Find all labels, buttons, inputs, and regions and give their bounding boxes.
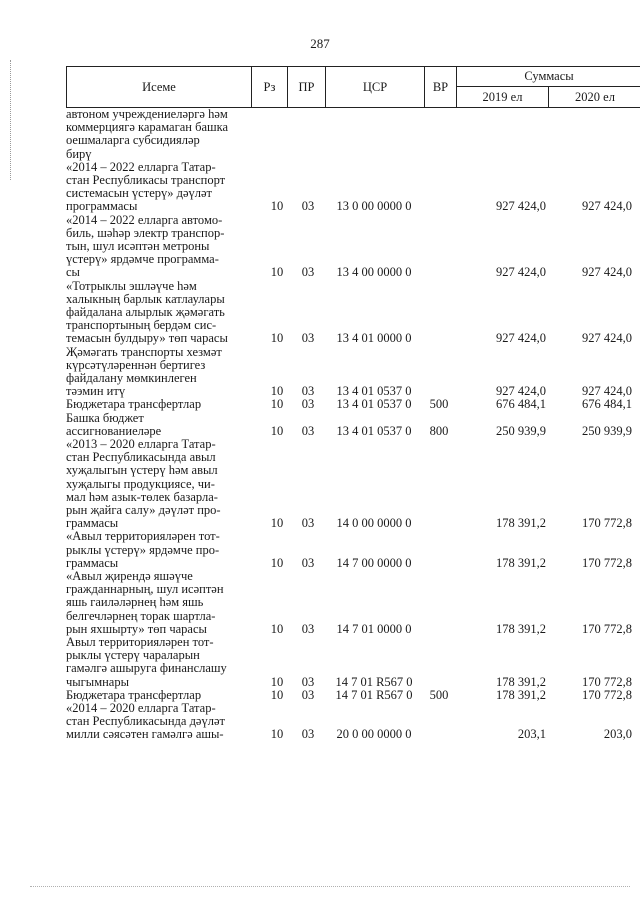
row-csr: 20 0 00 0000 0 — [336, 727, 412, 742]
row-csr: 14 7 01 R567 0 — [335, 687, 413, 702]
row-csr: 13 4 01 0000 0 — [336, 331, 412, 346]
row-y2019: 927 424,0 — [496, 265, 546, 280]
row-pr: 03 — [301, 423, 315, 438]
row-rz: 10 — [270, 199, 284, 214]
row-pr: 03 — [301, 397, 315, 412]
row-rz: 10 — [270, 727, 284, 742]
row-name: Башка бюджет ассигнованиеләре — [66, 410, 162, 438]
row-csr: 14 0 00 0000 0 — [336, 516, 412, 531]
row-csr: 14 7 00 0000 0 — [336, 555, 412, 570]
table-row — [66, 161, 640, 214]
row-pr: 03 — [301, 265, 315, 280]
row-csr: 13 4 01 0537 0 — [336, 384, 412, 399]
row-vr: 500 — [429, 397, 449, 412]
row-y2019: 203,1 — [517, 727, 546, 742]
row-rz: 10 — [270, 674, 284, 689]
row-name: Авыл территорияләрен тот- рыклы үстерү чараларын гамәлгә ашыруга финанслашу чыгымнары — [66, 634, 227, 689]
row-y2020: 676 484,1 — [582, 397, 632, 412]
table-row — [66, 398, 640, 411]
row-name: автоном учреждениеләргә һәм коммерциягә карамаган башка оешмаларга субсидияләр бирү — [66, 107, 229, 161]
header-name: Исеме — [67, 67, 252, 107]
row-rz: 10 — [270, 423, 284, 438]
row-y2019: 250 939,9 — [496, 423, 546, 438]
row-name: Бюджетара трансфертлар — [66, 687, 202, 702]
row-y2019: 927 424,0 — [496, 199, 546, 214]
table-row — [66, 570, 640, 636]
table-body — [66, 108, 640, 742]
row-pr: 03 — [301, 199, 315, 214]
row-y2020: 170 772,8 — [582, 516, 632, 531]
row-y2019: 927 424,0 — [496, 384, 546, 399]
row-csr: 13 4 01 0537 0 — [336, 397, 412, 412]
row-name: «Авыл җирендә яшәүче гражданнарның, шул исәптән яшь гаиләләрнең һәм яшь белгечләрнең торак шартла- рын яхшырту» төп чарасы — [66, 568, 224, 636]
row-y2020: 170 772,8 — [582, 621, 632, 636]
row-y2020: 927 424,0 — [582, 384, 632, 399]
row-rz: 10 — [270, 555, 284, 570]
row-rz: 10 — [270, 516, 284, 531]
row-csr: 13 4 01 0537 0 — [336, 423, 412, 438]
row-pr: 03 — [301, 727, 315, 742]
row-csr: 13 0 00 0000 0 — [336, 199, 412, 214]
row-name: «Тотрыклы эшләүче һәм халыкның барлык катлаулары файдалана алырлык җәмәгать транспортының бердәм сис- темасын булдыру» төп чарасы — [66, 278, 228, 346]
row-y2019: 178 391,2 — [496, 687, 546, 702]
row-name: «2013 – 2020 елларга Татар- стан Республикасында авыл хуҗалыгын үстерү һәм авыл хуҗалыгы продукциясе, чи- мал һәм азык-төлек базарла- рын җайга салу» дәүләт про- граммасы — [66, 436, 221, 531]
header-year-2020: 2020 ел — [575, 89, 615, 104]
table-row — [66, 530, 640, 570]
row-y2020: 170 772,8 — [582, 555, 632, 570]
row-csr: 13 4 00 0000 0 — [336, 265, 412, 280]
row-name: «2014 – 2020 елларга Татар- стан Республикасында дәүләт милли сәясәтен гамәлгә ашы- — [66, 700, 225, 742]
row-csr: 14 7 01 0000 0 — [336, 621, 412, 636]
row-pr: 03 — [301, 674, 315, 689]
row-pr: 03 — [301, 555, 315, 570]
row-y2020: 170 772,8 — [582, 674, 632, 689]
row-vr: 500 — [429, 687, 449, 702]
header-year-2019: 2019 ел — [457, 87, 549, 107]
row-name: «2014 – 2022 елларга Татар- стан Республикасы транспорт системасын үстерү» дәүләт программасы — [66, 159, 226, 214]
margin-dotted-line — [10, 60, 12, 180]
header-sums: Суммасы — [457, 67, 640, 87]
row-y2019: 676 484,1 — [496, 397, 546, 412]
row-y2019: 178 391,2 — [496, 674, 546, 689]
row-rz: 10 — [270, 621, 284, 636]
row-pr: 03 — [301, 384, 315, 399]
page-number: 287 — [310, 36, 330, 51]
row-y2019: 178 391,2 — [496, 621, 546, 636]
row-pr: 03 — [301, 516, 315, 531]
row-y2020: 927 424,0 — [582, 199, 632, 214]
bottom-dotted-line — [30, 886, 630, 887]
row-pr: 03 — [301, 687, 315, 702]
table-row — [66, 702, 640, 742]
row-y2020: 927 424,0 — [582, 331, 632, 346]
table-row — [66, 412, 640, 438]
row-pr: 03 — [301, 621, 315, 636]
row-csr: 14 7 01 R567 0 — [335, 674, 413, 689]
row-name: «2014 – 2022 елларга автомо- биль, шәһәр электр транспор- тын, шул исәптән метроны үстерү» ярдәмче программа- сы — [66, 212, 225, 280]
row-y2020: 927 424,0 — [582, 265, 632, 280]
row-name: Бюджетара трансфертлар — [66, 397, 202, 412]
table-row — [66, 438, 640, 530]
row-y2020: 203,0 — [603, 727, 632, 742]
row-rz: 10 — [270, 687, 284, 702]
row-pr: 03 — [301, 331, 315, 346]
row-name: Җәмәгать транспорты хезмәт күрсәтүләреннән бертигез файдалану мөмкинлеген тәэмин итү — [66, 344, 222, 399]
row-rz: 10 — [270, 265, 284, 280]
table-row — [66, 689, 640, 702]
table-row — [66, 108, 640, 161]
budget-table — [66, 66, 640, 742]
row-y2020: 250 939,9 — [582, 423, 632, 438]
row-rz: 10 — [270, 397, 284, 412]
row-y2019: 178 391,2 — [496, 516, 546, 531]
header-rz: Рз — [252, 67, 288, 107]
row-name: «Авыл территорияләрен тот- рыклы үстерү» ярдәмче про- граммасы — [66, 529, 220, 570]
row-rz: 10 — [270, 331, 284, 346]
header-vr: ВР — [425, 67, 457, 107]
row-vr: 800 — [429, 423, 449, 438]
table-row — [66, 280, 640, 346]
table-header — [66, 66, 640, 108]
header-pr: ПР — [288, 67, 326, 107]
table-row — [66, 636, 640, 689]
table-row — [66, 346, 640, 399]
row-y2019: 178 391,2 — [496, 555, 546, 570]
table-row — [66, 214, 640, 280]
row-rz: 10 — [270, 384, 284, 399]
header-csr: ЦСР — [326, 67, 425, 107]
row-y2020: 170 772,8 — [582, 687, 632, 702]
row-y2019: 927 424,0 — [496, 331, 546, 346]
